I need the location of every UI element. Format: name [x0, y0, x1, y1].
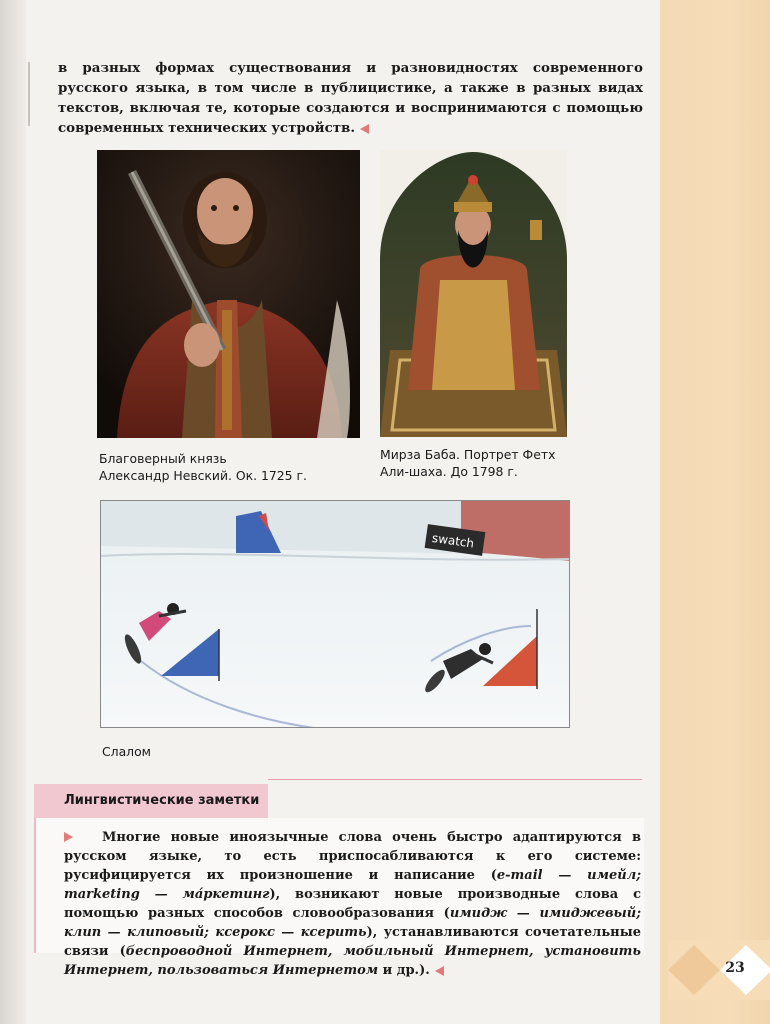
- shah-portrait-image: [380, 150, 567, 437]
- nevsky-caption-line1: Благоверный князь: [99, 451, 227, 466]
- notes-header: Лингвистические заметки: [34, 784, 268, 818]
- page-number: 23: [725, 960, 745, 976]
- notes-paragraph: Многие новые иноязычные слова очень быстро адаптируются в русском языке, то есть приспосабливаются к его системе: русифицируется их произношение и написание (e-mail — имейл; marketing — ма́ркетинг), возникают новые производные слова с помощью разных способов словообразования (имидж — имиджевый; клип — клиповый; ксерокс — ксерить), устанавливаются сочетательные связи (беспроводной Интернет, мобильный Интернет, установить Интернет, пользоваться Интернетом и др.).: [64, 830, 642, 978]
- slalom-caption: Слалом: [102, 744, 152, 759]
- end-marker-icon: [360, 124, 369, 134]
- shah-caption-line2: Али-шаха. До 1798 г.: [380, 464, 518, 479]
- nevsky-portrait-image: [97, 150, 360, 438]
- nevsky-portrait: [97, 150, 360, 438]
- note-divider-line: [268, 779, 642, 780]
- swatch-banner: swatch: [431, 530, 475, 551]
- page-number-ornament: [668, 940, 770, 1000]
- section-marker-bar: [28, 62, 30, 126]
- shah-caption: [380, 446, 555, 480]
- notes-end-marker-icon: [435, 966, 444, 976]
- nevsky-caption-line2: Александр Невский. Ок. 1725 г.: [99, 468, 307, 483]
- slalom-photo-image: [101, 501, 570, 728]
- page-gutter: [0, 0, 26, 1024]
- shah-caption-line1: Мирза Баба. Портрет Фетх: [380, 447, 556, 462]
- right-margin-strip: [660, 0, 770, 1024]
- nevsky-caption: [99, 450, 307, 484]
- intro-paragraph: [58, 58, 643, 138]
- intro-text: в разных формах существования и разновидностях современного русского языка, в том числе в публицистике, а также в разных видах текстов, включая те, которые создаются и воспринимаются с помощью современных технических устройств.: [58, 60, 643, 136]
- shah-portrait: [380, 150, 567, 437]
- slalom-photo: [100, 500, 570, 728]
